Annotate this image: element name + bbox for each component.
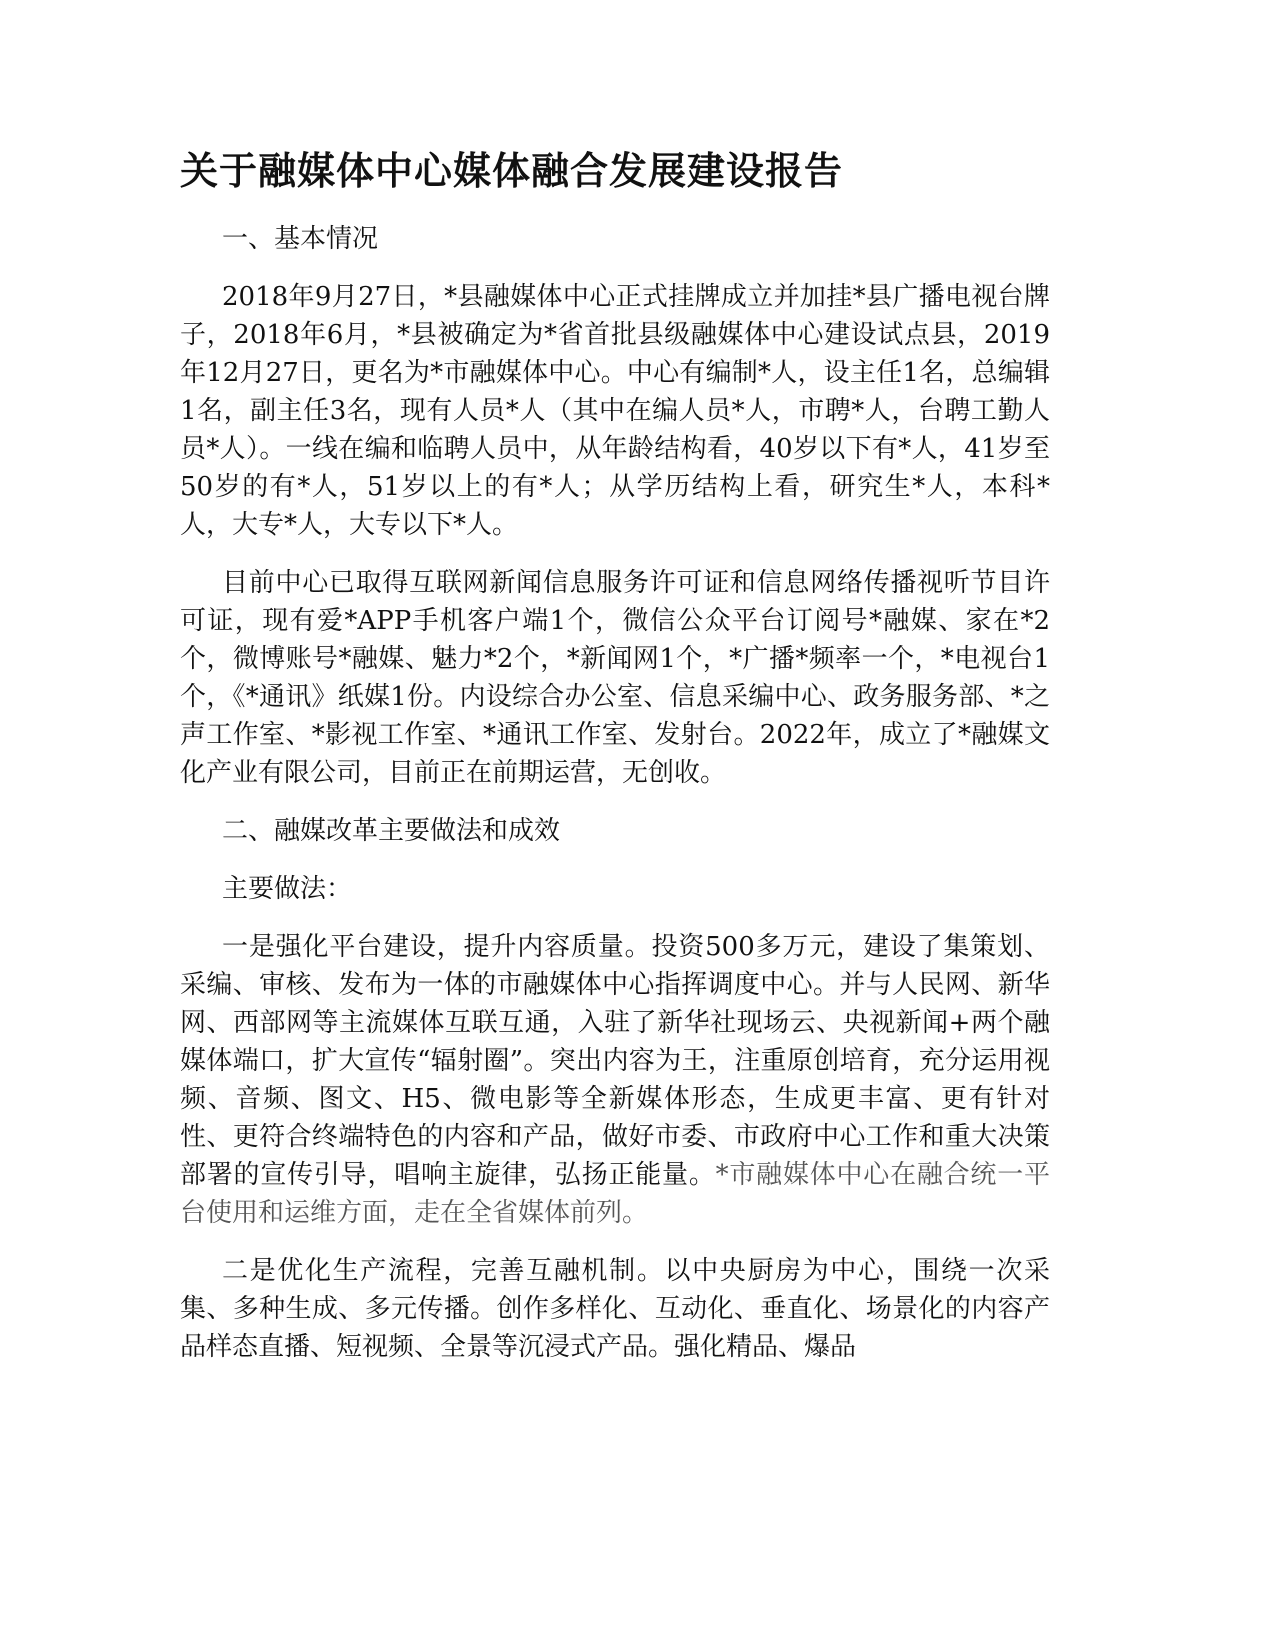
paragraph: 2018年9月27日，*县融媒体中心正式挂牌成立并加挂*县广播电视台牌子，2018年6月，*县被确定为*省首批县级融媒体中心建设试点县，2019年12月27日，更名为*市融媒体中心。中心有编制*人，设主任1名，总编辑1名，副主任3名，现有人员*人（其中在编人员*人，市聘*人，台聘工勤人员*人）。一线在编和临聘人员中，从年龄结构看，40岁以下有*人，41岁至50岁的有*人，51岁以上的有*人；从学历结构上看，研究生*人，本科*人，大专*人，大专以下*人。 [180, 282, 1050, 540]
section-heading-reform-practices: 二、融媒改革主要做法和成效 [222, 816, 561, 846]
paragraph: 目前中心已取得互联网新闻信息服务许可证和信息网络传播视听节目许可证，现有爱*APP手机客户端1个，微信公众平台订阅号*融媒、家在*2个，微博账号*融媒、魅力*2个，*新闻网1个，*广播*频率一个，*电视台1个，《*通讯》纸媒1份。内设综合办公室、信息采编中心、政务服务部、*之声工作室、*影视工作室、*通讯工作室、发射台。2022年，成立了*融媒文化产业有限公司，目前正在前期运营，无创收。 [180, 568, 1050, 788]
subheading-main-practices: 主要做法： [222, 874, 353, 904]
paragraph-text-tail: *市融媒体中心在融合统一平台使用和运维方面，走在全省媒体前列。 [180, 1160, 1050, 1228]
document-title: 关于融媒体中心媒体融合发展建设报告 [180, 149, 844, 193]
paragraph: 二是优化生产流程，完善互融机制。以中央厨房为中心，围绕一次采集、多种生成、多元传播。创作多样化、互动化、垂直化、场景化的内容产品样态直播、短视频、全景等沉浸式产品。强化精品、爆品 [180, 1256, 1050, 1362]
paragraph [180, 928, 1050, 1232]
paragraph-text: 一是强化平台建设，提升内容质量。投资500多万元，建设了集策划、采编、审核、发布为一体的市融媒体中心指挥调度中心。并与人民网、新华网、西部网等主流媒体互联互通，入驻了新华社现场云、央视新闻+两个融媒体端口，扩大宣传“辐射圈”。突出内容为王，注重原创培育，充分运用视频、音频、图文、H5、微电影等全新媒体形态，生成更丰富、更有针对性、更符合终端特色的内容和产品，做好市委、市政府中心工作和重大决策部署的宣传引导，唱响主旋律，弘扬正能量。 [180, 932, 1050, 1190]
section-heading-basic-situation: 一、基本情况 [222, 224, 379, 254]
document-page [180, 140, 1050, 1386]
